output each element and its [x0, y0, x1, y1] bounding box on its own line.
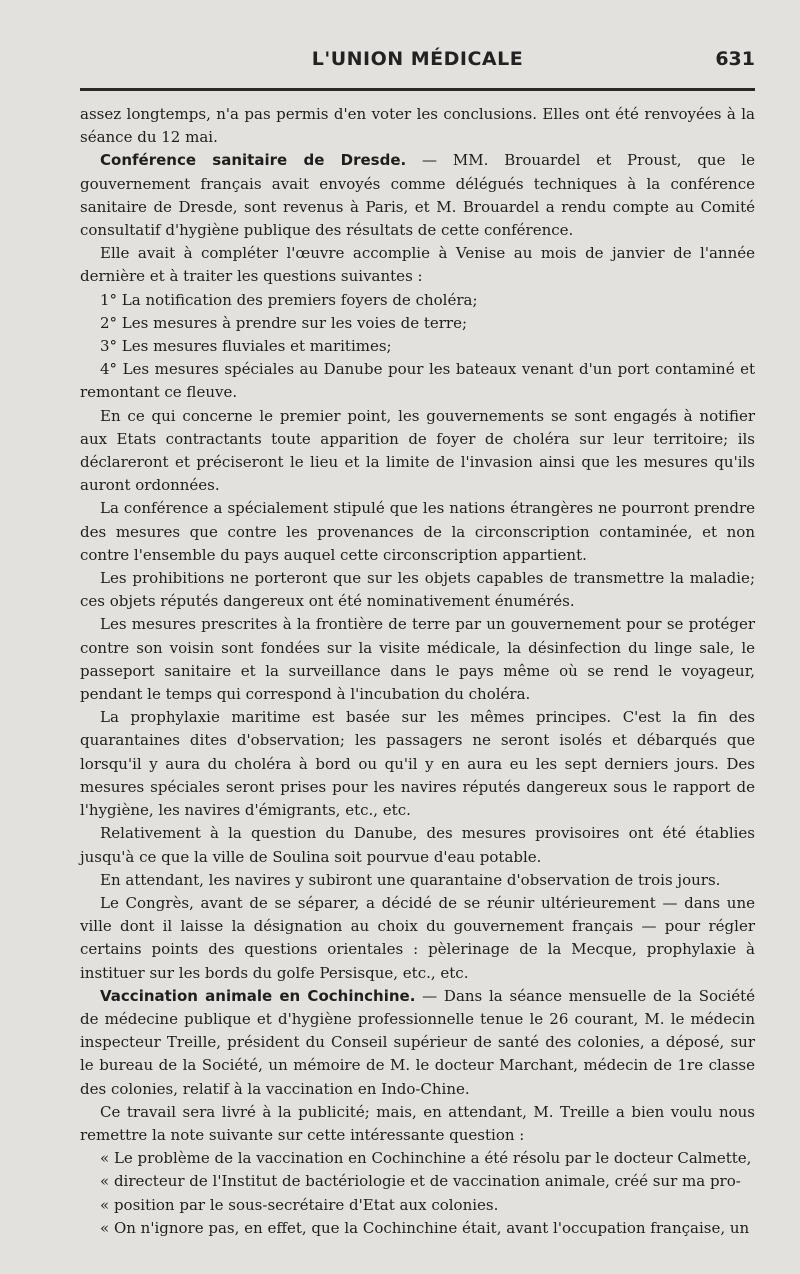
- list-item: 4° Les mesures spéciales au Danube pour les bateaux venant d'un port contaminé et remontant ce fleuve.: [80, 360, 755, 402]
- page-header: [80, 48, 755, 78]
- quote-line: « directeur de l'Institut de bactériologie et de vaccination animale, créé sur ma pro-: [100, 1172, 741, 1191]
- paragraph: Les prohibitions ne porteront que sur les objets capables de transmettre la maladie; ces objets réputés dangereux ont été nominativement énumérés.: [80, 569, 755, 611]
- article-body: [80, 103, 755, 1240]
- paragraph: Ce travail sera livré à la publicité; mais, en attendant, M. Treille a bien voulu nous remettre la note suivante sur cette intéressante question :: [80, 1102, 755, 1144]
- paragraph: En ce qui concerne le premier point, les gouvernements se sont engagés à notifier aux Etats contractants toute apparition de foyer de choléra sur leur territoire; ils déclareront et préciseront le lieu et la limite de l'invasion ainsi que les mesures qu'ils auront ordonnées.: [80, 406, 755, 495]
- paragraph: [80, 985, 755, 1101]
- running-title: L'UNION MÉDICALE: [311, 48, 524, 70]
- paragraph-text: — MM. Brouardel et Proust, que le gouvernement français avait envoyés comme délégués techniques à la conférence sanitaire de Dresde, sont revenus à Paris, et M. Brouardel a rendu compte au Comité consultatif d'hygiène publique des résultats de cette conférence.: [80, 151, 755, 240]
- paragraph: [80, 149, 755, 242]
- header-rule: [80, 88, 755, 91]
- paragraph: La prophylaxie maritime est basée sur les mêmes principes. C'est la fin des quarantaines dites d'observation; les passagers ne seront isolés et débarqués que lorsqu'il y aura du choléra à bord ou qu'il y en aura eu les sept derniers jours. Des mesures spéciales seront prises pour les navires réputés dangereux sous le rapport de l'hygiène, les navires d'émigrants, etc., etc.: [80, 708, 755, 820]
- paragraph: La conférence a spécialement stipulé que les nations étrangères ne pourront prendre des mesures que contre les provenances de la circonscription contaminée, et non contre l'ensemble du pays auquel cette circonscription appartient.: [80, 499, 755, 564]
- paragraph: Les mesures prescrites à la frontière de terre par un gouvernement pour se protéger contre son voisin sont fondées sur la visite médicale, la désinfection du linge sale, le passeport sanitaire et la surveillance dans le pays même où se rend le voyageur, pendant le temps qui correspond à l'incubation du choléra.: [80, 615, 755, 704]
- section-heading: Vaccination animale en Cochinchine.: [100, 986, 416, 1005]
- list-item: 2° Les mesures à prendre sur les voies de terre;: [100, 313, 468, 332]
- paragraph: Le Congrès, avant de se séparer, a décidé de se réunir ultérieurement — dans une ville dont il laisse la désignation au choix du gouvernement français — pour régler certains points des questions orientales : pèlerinage de la Mecque, prophylaxie à instituer sur les bords du golfe Persisque, etc., etc.: [80, 893, 755, 982]
- paragraph: En attendant, les navires y subiront une quarantaine d'observation de trois jours.: [100, 870, 721, 889]
- quote-line: « On n'ignore pas, en effet, que la Cochinchine était, avant l'occupation française, un: [100, 1218, 750, 1237]
- quote-line: « Le problème de la vaccination en Cochinchine a été résolu par le docteur Calmette,: [100, 1149, 752, 1168]
- paragraph: Elle avait à compléter l'œuvre accomplie à Venise au mois de janvier de l'année dernière et à traiter les questions suivantes :: [80, 244, 755, 286]
- section-heading: Conférence sanitaire de Dresde.: [100, 151, 407, 170]
- page-number: 631: [715, 48, 755, 70]
- quote-line: « position par le sous-secrétaire d'Etat aux colonies.: [100, 1195, 499, 1214]
- paragraph: assez longtemps, n'a pas permis d'en voter les conclusions. Elles ont été renvoyées à la séance du 12 mai.: [80, 105, 755, 147]
- list-item: 3° Les mesures fluviales et maritimes;: [100, 337, 392, 356]
- paragraph: Relativement à la question du Danube, des mesures provisoires ont été établies jusqu'à ce que la ville de Soulina soit pourvue d'eau potable.: [80, 824, 755, 866]
- list-item: 1° La notification des premiers foyers de choléra;: [100, 290, 478, 309]
- paragraph-text: — Dans la séance mensuelle de la Société de médecine publique et d'hygiène professionnelle tenue le 26 courant, M. le médecin inspecteur Treille, président du Conseil supérieur de santé des colonies, a déposé, sur le bureau de la Société, un mémoire de M. le docteur Marchant, médecin de 1re classe des colonies, relatif à la vaccination en Indo-Chine.: [80, 986, 755, 1098]
